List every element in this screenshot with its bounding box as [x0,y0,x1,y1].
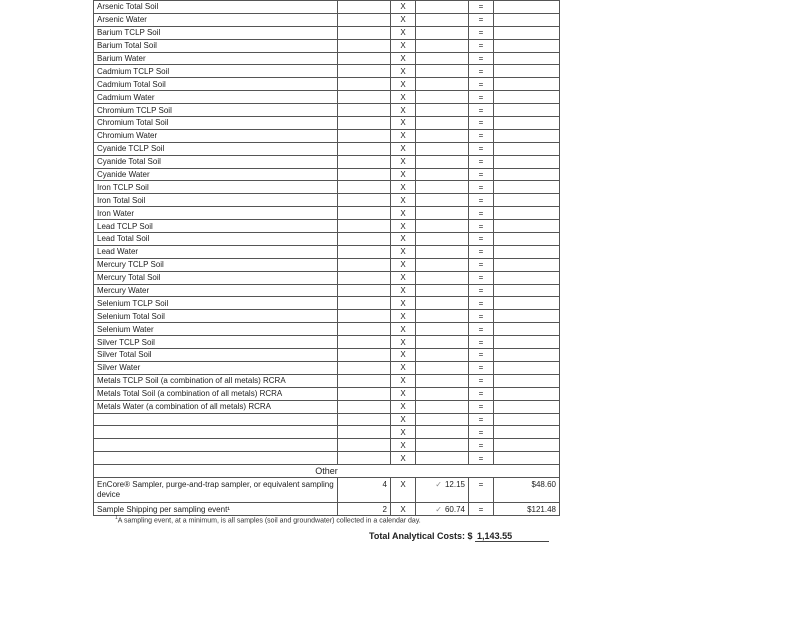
analyte-name: Iron Water [94,207,338,220]
multiply-mark: X [391,374,416,387]
multiply-mark: X [391,336,416,349]
multiply-mark: X [391,1,416,14]
multiply-mark: X [391,233,416,246]
table-row [94,387,560,400]
table-row [94,400,560,413]
equals-mark: = [469,155,494,168]
table-row [94,478,560,503]
table-row [94,413,560,426]
line-total-cell [494,181,560,194]
price-value: 12.15 [444,480,465,490]
quantity-cell [338,52,391,65]
line-total-cell [494,387,560,400]
quantity-cell [338,168,391,181]
analyte-name [94,413,338,426]
multiply-mark: X [391,271,416,284]
unit-price-cell [416,207,469,220]
analytical-cost-table [93,0,560,516]
analyte-name [94,426,338,439]
table-row [94,310,560,323]
line-total-cell [494,452,560,465]
multiply-mark: X [391,258,416,271]
equals-mark: = [469,310,494,323]
multiply-mark: X [391,349,416,362]
quantity-cell [338,142,391,155]
equals-mark: = [469,207,494,220]
item-name: Sample Shipping per sampling event¹ [94,503,338,516]
table-row [94,181,560,194]
quantity-cell [338,245,391,258]
multiply-mark: X [391,65,416,78]
quantity-cell [338,194,391,207]
table-row [94,194,560,207]
unit-price-cell [416,426,469,439]
equals-mark: = [469,233,494,246]
total-amount: 1,143.55 [475,531,549,542]
section-title-other: Other [94,465,560,478]
line-total-cell [494,78,560,91]
analyte-name: Metals Water (a combination of all metals) RCRA [94,400,338,413]
analyte-name: Mercury Total Soil [94,271,338,284]
table-row [94,52,560,65]
equals-mark: = [469,39,494,52]
table-row [94,245,560,258]
line-total-cell [494,52,560,65]
quantity-cell [338,361,391,374]
analyte-name: Lead TCLP Soil [94,220,338,233]
quantity-cell [338,155,391,168]
equals-mark: = [469,323,494,336]
line-total-cell [494,413,560,426]
multiply-mark: X [391,91,416,104]
equals-mark: = [469,91,494,104]
table-row [94,13,560,26]
quantity-cell [338,310,391,323]
line-total-cell [494,65,560,78]
analyte-name: Chromium Total Soil [94,117,338,130]
unit-price-cell [416,361,469,374]
unit-price-cell [416,336,469,349]
equals-mark: = [469,13,494,26]
equals-mark: = [469,297,494,310]
quantity-cell [338,65,391,78]
multiply-mark: X [391,129,416,142]
equals-mark: = [469,52,494,65]
line-total-cell [494,258,560,271]
quantity-cell [338,39,391,52]
unit-price-cell [416,117,469,130]
equals-mark: = [469,26,494,39]
equals-mark: = [469,78,494,91]
equals-mark: = [469,181,494,194]
unit-price-cell [416,374,469,387]
unit-price-cell [416,439,469,452]
equals-mark: = [469,194,494,207]
quantity-cell [338,387,391,400]
equals-mark: = [469,142,494,155]
table-row [94,117,560,130]
line-total-cell [494,91,560,104]
multiply-mark: X [391,361,416,374]
footnote-marker: 1 [115,515,118,521]
multiply-mark: X [391,413,416,426]
multiply-mark: X [391,207,416,220]
quantity-cell [338,220,391,233]
checkmark-icon: ✓ [435,504,442,514]
analyte-name: Metals Total Soil (a combination of all metals) RCRA [94,387,338,400]
unit-price-cell [416,1,469,14]
unit-price-cell [416,91,469,104]
analyte-name: Selenium Total Soil [94,310,338,323]
table-row [94,426,560,439]
item-total: $121.48 [494,503,560,516]
analyte-name: Selenium Water [94,323,338,336]
analyte-name [94,452,338,465]
item-total: $48.60 [494,478,560,503]
line-total-cell [494,233,560,246]
table-row [94,439,560,452]
checkmark-icon: ✓ [435,480,442,490]
analyte-name: Cadmium TCLP Soil [94,65,338,78]
multiply-mark: X [391,168,416,181]
multiply-mark: X [391,13,416,26]
line-total-cell [494,207,560,220]
analyte-name: Mercury Water [94,284,338,297]
equals-mark: = [469,374,494,387]
equals-mark: = [469,129,494,142]
item-quantity: 4 [338,478,391,503]
line-total-cell [494,142,560,155]
quantity-cell [338,323,391,336]
table-row [94,104,560,117]
quantity-cell [338,91,391,104]
quantity-cell [338,78,391,91]
unit-price-cell [416,194,469,207]
analyte-name: Iron TCLP Soil [94,181,338,194]
analyte-name: Cyanide Total Soil [94,155,338,168]
table-row [94,271,560,284]
equals-mark: = [469,271,494,284]
quantity-cell [338,117,391,130]
equals-mark: = [469,220,494,233]
quantity-cell [338,284,391,297]
analyte-name: Barium Total Soil [94,39,338,52]
item-quantity: 2 [338,503,391,516]
unit-price-cell [416,310,469,323]
equals-mark: = [469,361,494,374]
table-row [94,452,560,465]
table-row [94,323,560,336]
unit-price-cell [416,400,469,413]
table-row [94,374,560,387]
price-value: 60.74 [444,504,465,514]
table-row [94,78,560,91]
equals-mark: = [469,478,494,503]
table-row [94,258,560,271]
line-total-cell [494,104,560,117]
multiply-mark: X [391,387,416,400]
analyte-name: Cyanide TCLP Soil [94,142,338,155]
table-row [94,129,560,142]
unit-price-cell [416,413,469,426]
unit-price-cell [416,284,469,297]
equals-mark: = [469,452,494,465]
equals-mark: = [469,168,494,181]
table-row [94,361,560,374]
line-total-cell [494,323,560,336]
multiply-mark: X [391,78,416,91]
analyte-name: Silver TCLP Soil [94,336,338,349]
equals-mark: = [469,426,494,439]
table-row [94,284,560,297]
analyte-name: Cadmium Total Soil [94,78,338,91]
unit-price-cell [416,13,469,26]
quantity-cell [338,181,391,194]
multiply-mark: X [391,452,416,465]
analyte-name: Selenium TCLP Soil [94,297,338,310]
line-total-cell [494,439,560,452]
multiply-mark: X [391,194,416,207]
item-name: EnCore® Sampler, purge-and-trap sampler, or equivalent sampling device [94,478,338,503]
quantity-cell [338,207,391,220]
line-total-cell [494,426,560,439]
quantity-cell [338,297,391,310]
multiply-mark: X [391,155,416,168]
table-row [94,168,560,181]
line-total-cell [494,155,560,168]
quantity-cell [338,349,391,362]
unit-price-cell [416,142,469,155]
table-row [94,91,560,104]
item-unit-price [416,478,469,503]
table-row [94,26,560,39]
table-row [94,503,560,516]
unit-price-cell [416,65,469,78]
multiply-mark: X [391,503,416,516]
table-row [94,297,560,310]
line-total-cell [494,168,560,181]
analyte-name: Chromium TCLP Soil [94,104,338,117]
multiply-mark: X [391,245,416,258]
unit-price-cell [416,271,469,284]
line-total-cell [494,271,560,284]
equals-mark: = [469,258,494,271]
footnote-text: A sampling event, at a minimum, is all samples (soil and groundwater) collected in a calendar day. [117,517,421,525]
analyte-name: Silver Total Soil [94,349,338,362]
multiply-mark: X [391,297,416,310]
table-row [94,142,560,155]
analyte-name: Barium TCLP Soil [94,26,338,39]
unit-price-cell [416,233,469,246]
multiply-mark: X [391,142,416,155]
quantity-cell [338,336,391,349]
quantity-cell [338,400,391,413]
analyte-name: Silver Water [94,361,338,374]
line-total-cell [494,284,560,297]
equals-mark: = [469,349,494,362]
quantity-cell [338,233,391,246]
item-unit-price [416,503,469,516]
equals-mark: = [469,503,494,516]
line-total-cell [494,361,560,374]
equals-mark: = [469,104,494,117]
line-total-cell [494,220,560,233]
quantity-cell [338,374,391,387]
equals-mark: = [469,387,494,400]
line-total-cell [494,129,560,142]
line-total-cell [494,297,560,310]
equals-mark: = [469,336,494,349]
analyte-name: Cyanide Water [94,168,338,181]
line-total-cell [494,310,560,323]
analyte-name: Lead Total Soil [94,233,338,246]
multiply-mark: X [391,181,416,194]
multiply-mark: X [391,26,416,39]
multiply-mark: X [391,478,416,503]
analyte-name: Barium Water [94,52,338,65]
equals-mark: = [469,284,494,297]
line-total-cell [494,374,560,387]
analyte-name [94,439,338,452]
line-total-cell [494,1,560,14]
unit-price-cell [416,104,469,117]
multiply-mark: X [391,117,416,130]
equals-mark: = [469,413,494,426]
quantity-cell [338,1,391,14]
table-row [94,207,560,220]
multiply-mark: X [391,39,416,52]
line-total-cell [494,349,560,362]
unit-price-cell [416,220,469,233]
table-row [94,155,560,168]
multiply-mark: X [391,426,416,439]
multiply-mark: X [391,310,416,323]
multiply-mark: X [391,52,416,65]
quantity-cell [338,104,391,117]
unit-price-cell [416,452,469,465]
unit-price-cell [416,323,469,336]
quantity-cell [338,413,391,426]
equals-mark: = [469,245,494,258]
line-total-cell [494,245,560,258]
equals-mark: = [469,400,494,413]
quantity-cell [338,426,391,439]
line-total-cell [494,336,560,349]
multiply-mark: X [391,220,416,233]
total-label: Total Analytical Costs: $ [369,531,473,541]
table-row [94,1,560,14]
total-analytical-costs [369,531,549,542]
quantity-cell [338,258,391,271]
multiply-mark: X [391,323,416,336]
analyte-name: Mercury TCLP Soil [94,258,338,271]
analyte-name: Arsenic Water [94,13,338,26]
unit-price-cell [416,245,469,258]
line-total-cell [494,194,560,207]
footnote [115,515,421,524]
table-row [94,233,560,246]
unit-price-cell [416,26,469,39]
unit-price-cell [416,155,469,168]
unit-price-cell [416,78,469,91]
multiply-mark: X [391,400,416,413]
analyte-name: Iron Total Soil [94,194,338,207]
table-row [94,220,560,233]
analyte-name: Lead Water [94,245,338,258]
quantity-cell [338,452,391,465]
table-row [94,336,560,349]
unit-price-cell [416,297,469,310]
unit-price-cell [416,39,469,52]
quantity-cell [338,439,391,452]
unit-price-cell [416,258,469,271]
table-row [94,349,560,362]
analyte-name: Arsenic Total Soil [94,1,338,14]
equals-mark: = [469,1,494,14]
analyte-name: Metals TCLP Soil (a combination of all metals) RCRA [94,374,338,387]
line-total-cell [494,400,560,413]
unit-price-cell [416,129,469,142]
equals-mark: = [469,117,494,130]
multiply-mark: X [391,104,416,117]
multiply-mark: X [391,439,416,452]
unit-price-cell [416,168,469,181]
equals-mark: = [469,65,494,78]
analyte-name: Cadmium Water [94,91,338,104]
multiply-mark: X [391,284,416,297]
equals-mark: = [469,439,494,452]
table-row [94,39,560,52]
quantity-cell [338,26,391,39]
line-total-cell [494,39,560,52]
quantity-cell [338,13,391,26]
quantity-cell [338,129,391,142]
unit-price-cell [416,52,469,65]
line-total-cell [494,117,560,130]
section-header-row [94,465,560,478]
unit-price-cell [416,387,469,400]
line-total-cell [494,26,560,39]
analyte-name: Chromium Water [94,129,338,142]
quantity-cell [338,271,391,284]
unit-price-cell [416,349,469,362]
table-row [94,65,560,78]
unit-price-cell [416,181,469,194]
line-total-cell [494,13,560,26]
